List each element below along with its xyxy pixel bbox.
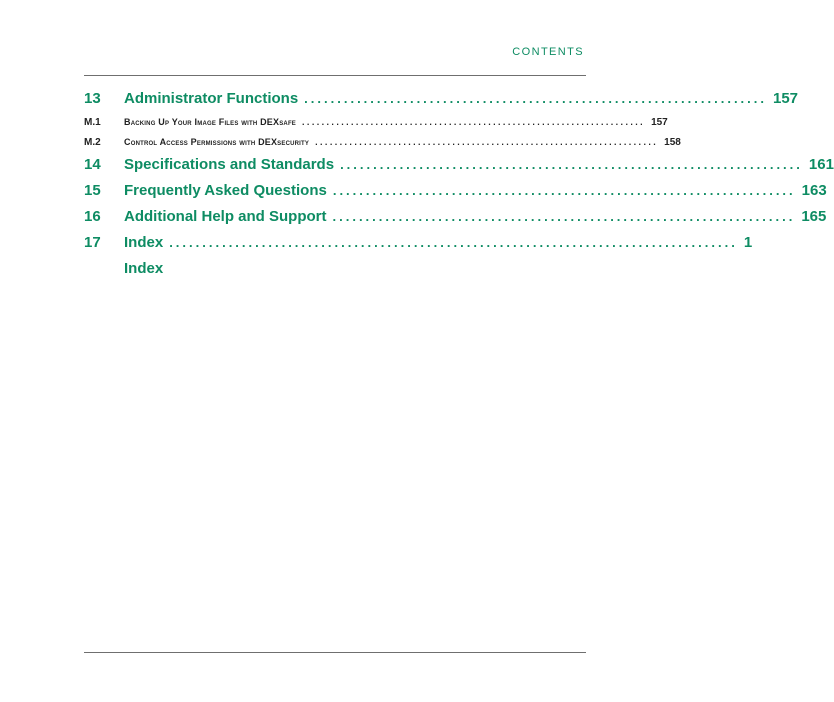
toc-number: 17 bbox=[84, 234, 101, 251]
toc-entry-chapter-14[interactable] bbox=[84, 156, 834, 173]
toc-number: M.1 bbox=[84, 117, 101, 128]
dot-leader: ...................................................................... bbox=[304, 91, 767, 106]
toc-page: 163 bbox=[801, 182, 827, 199]
toc-title: Control Access Permissions with DEXsecurity bbox=[124, 137, 310, 147]
footer-divider bbox=[84, 652, 586, 653]
header-divider bbox=[84, 75, 586, 76]
toc-entry-section-m2[interactable] bbox=[84, 137, 681, 148]
toc-entry-chapter-15[interactable] bbox=[84, 182, 827, 199]
dot-leader: ...................................................................................... bbox=[169, 235, 738, 250]
toc-number: 13 bbox=[84, 90, 101, 107]
toc-entry-chapter-16[interactable] bbox=[84, 208, 827, 225]
toc-entry-section-m1[interactable] bbox=[84, 117, 668, 128]
toc-title: Additional Help and Support bbox=[124, 208, 327, 225]
toc-title: Frequently Asked Questions bbox=[124, 182, 327, 199]
dot-leader: ...................................................................... bbox=[315, 137, 659, 147]
toc-page: 157 bbox=[651, 117, 668, 128]
toc-number: 16 bbox=[84, 208, 101, 225]
toc-page: 157 bbox=[773, 90, 799, 107]
toc-number: M.2 bbox=[84, 137, 101, 148]
dot-leader: ...................................................................... bbox=[302, 117, 646, 127]
toc-extra-entry-index[interactable]: Index bbox=[124, 260, 164, 277]
toc-title: Specifications and Standards bbox=[124, 156, 335, 173]
toc-page: 1 bbox=[743, 234, 753, 251]
toc-title: Backing Up Your Image Files with DEXsafe bbox=[124, 117, 297, 127]
toc-number: 14 bbox=[84, 156, 101, 173]
toc-title: Administrator Functions bbox=[124, 90, 299, 107]
toc-number: 15 bbox=[84, 182, 101, 199]
dot-leader: ...................................................................... bbox=[332, 183, 796, 198]
dot-leader: ...................................................................... bbox=[332, 209, 796, 224]
toc-page: 161 bbox=[808, 156, 834, 173]
toc-page: 158 bbox=[664, 137, 681, 148]
toc-page: 165 bbox=[801, 208, 827, 225]
dot-leader: ...................................................................... bbox=[340, 157, 803, 172]
toc-title: Index bbox=[124, 234, 164, 251]
toc-entry-chapter-13[interactable] bbox=[84, 90, 799, 107]
toc-entry-chapter-17[interactable] bbox=[84, 234, 753, 251]
running-header: CONTENTS bbox=[512, 46, 584, 58]
